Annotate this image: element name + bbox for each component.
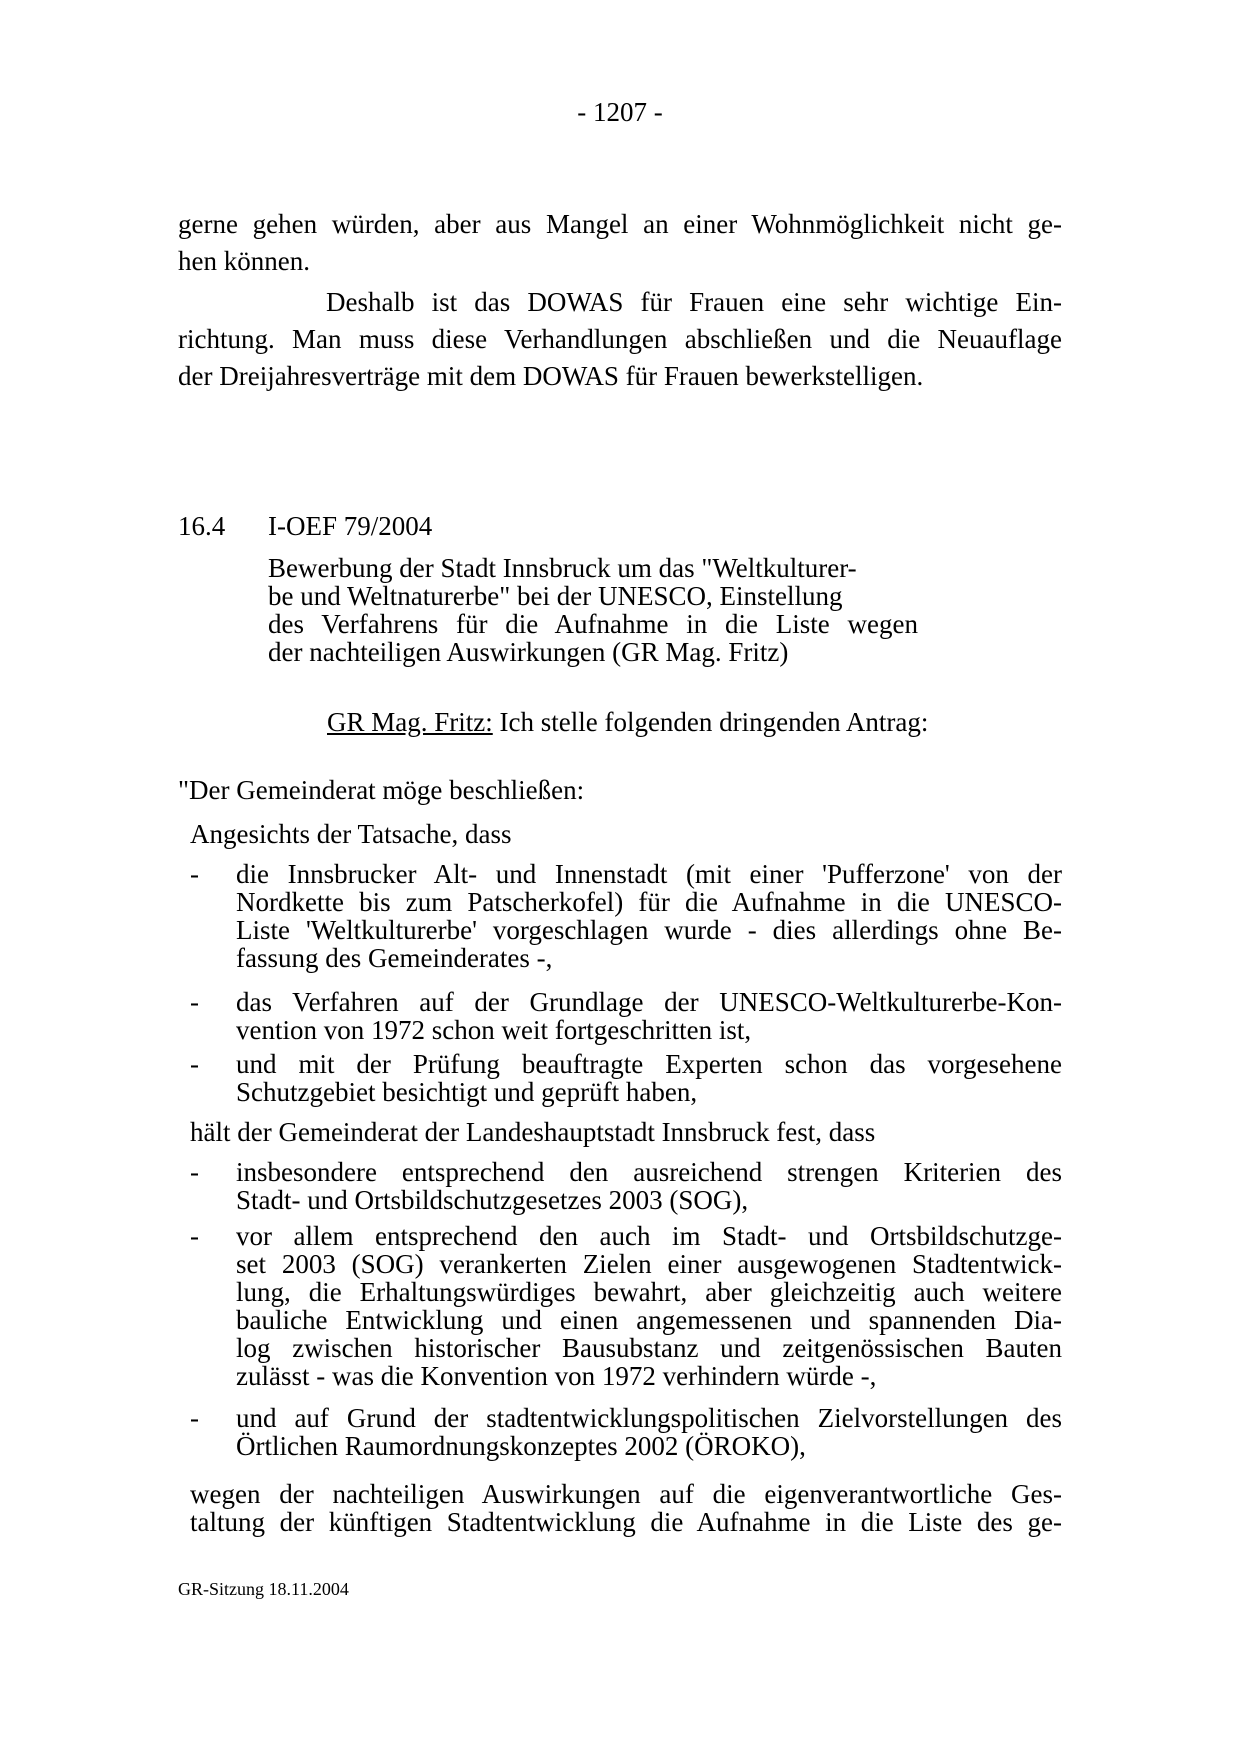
text-line: das Verfahren auf der Grundlage der UNESCO-Weltkulturerbe-Kon- (236, 987, 1062, 1017)
speaker-statement (327, 706, 928, 738)
speaker-name: GR Mag. Fritz: (327, 707, 493, 737)
motion-given-fact: Angesichts der Tatsache, dass (190, 819, 512, 849)
text-line: Liste 'Weltkulturerbe' vorgeschlagen wurde - dies allerdings ohne Be- (236, 915, 1062, 945)
fact-bullet (236, 860, 1062, 972)
bullet-dash: - (190, 987, 199, 1017)
text-line: insbesondere entsprechend den ausreichend strengen Kriterien des (236, 1157, 1062, 1187)
text-line: der Dreijahresverträge mit dem DOWAS für Frauen bewerkstelligen. (178, 361, 924, 391)
text-line: gerne gehen würden, aber aus Mangel an einer Wohnmöglichkeit nicht ge- (178, 209, 1062, 239)
text-line: Örtlichen Raumordnungskonzeptes 2002 (ÖROKO), (236, 1431, 806, 1461)
agenda-item-title (268, 554, 918, 666)
page-number: - 1207 - (577, 97, 663, 127)
motion-holds: hält der Gemeinderat der Landeshauptstadt Innsbruck fest, dass (190, 1117, 876, 1147)
text-line: richtung. Man muss diese Verhandlungen abschließen und die Neuauflage (178, 324, 1062, 354)
text-line: hen können. (178, 246, 310, 276)
bullet-dash: - (190, 1403, 199, 1433)
text-line: Deshalb ist das DOWAS für Frauen eine sehr wichtige Ein- (326, 287, 1062, 317)
text-line: zulässt - was die Konvention von 1972 verhindern würde -, (236, 1361, 877, 1391)
title-line: Bewerbung der Stadt Innsbruck um das "Weltkulturer- (268, 553, 857, 583)
fact-bullet (236, 1050, 1062, 1106)
text-line: die Innsbrucker Alt- und Innenstadt (mit einer 'Pufferzone' von der (236, 859, 1062, 889)
page-footer: GR-Sitzung 18.11.2004 (178, 1579, 349, 1599)
text-line: fassung des Gemeinderates -, (236, 943, 553, 973)
text-line: und mit der Prüfung beauftragte Experten schon das vorgesehene (236, 1049, 1062, 1079)
motion-intro: "Der Gemeinderat möge beschließen: (178, 775, 585, 805)
text-line: und auf Grund der stadtentwicklungspolitischen Zielvorstellungen des (236, 1403, 1062, 1433)
agenda-item-number: 16.4 (178, 511, 226, 541)
text-line: Nordkette bis zum Patscherkofel) für die Aufnahme in die UNESCO- (236, 887, 1062, 917)
text-line: log zwischen historischer Bausubstanz und zeitgenössischen Bauten (236, 1333, 1062, 1363)
text-line: set 2003 (SOG) verankerten Zielen einer ausgewogenen Stadtentwick- (236, 1249, 1062, 1279)
fact-bullet (236, 988, 1062, 1044)
motion-conclusion (190, 1480, 1062, 1536)
bullet-dash: - (190, 1157, 199, 1187)
text-line: Schutzgebiet besichtigt und geprüft haben, (236, 1077, 698, 1107)
text-line: lung, die Erhaltungswürdiges bewahrt, aber gleichzeitig auch weitere (236, 1277, 1062, 1307)
agenda-item-code: I-OEF 79/2004 (268, 511, 433, 541)
title-line: be und Weltnaturerbe" bei der UNESCO, Einstellung (268, 581, 843, 611)
bullet-dash: - (190, 1221, 199, 1251)
finding-bullet (236, 1222, 1062, 1390)
title-line: der nachteiligen Auswirkungen (GR Mag. Fritz) (268, 637, 789, 667)
text-line: bauliche Entwicklung und einen angemessenen und spannenden Dia- (236, 1305, 1062, 1335)
intro-paragraph-1 (178, 206, 1062, 280)
bullet-dash: - (190, 1049, 199, 1079)
intro-paragraph-2 (178, 284, 1062, 395)
text-line: wegen der nachteiligen Auswirkungen auf die eigenverantwortliche Ges- (190, 1479, 1062, 1509)
speaker-text: Ich stelle folgenden dringenden Antrag: (492, 707, 929, 737)
title-line: des Verfahrens für die Aufnahme in die Liste wegen (268, 609, 918, 639)
text-line: vention von 1972 schon weit fortgeschritten ist, (236, 1015, 752, 1045)
finding-bullet (236, 1158, 1062, 1214)
bullet-dash: - (190, 859, 199, 889)
text-line: taltung der künftigen Stadtentwicklung die Aufnahme in die Liste des ge- (190, 1507, 1062, 1537)
text-line: vor allem entsprechend den auch im Stadt- und Ortsbildschutzge- (236, 1221, 1062, 1251)
finding-bullet (236, 1404, 1062, 1460)
text-line: Stadt- und Ortsbildschutzgesetzes 2003 (SOG), (236, 1185, 749, 1215)
